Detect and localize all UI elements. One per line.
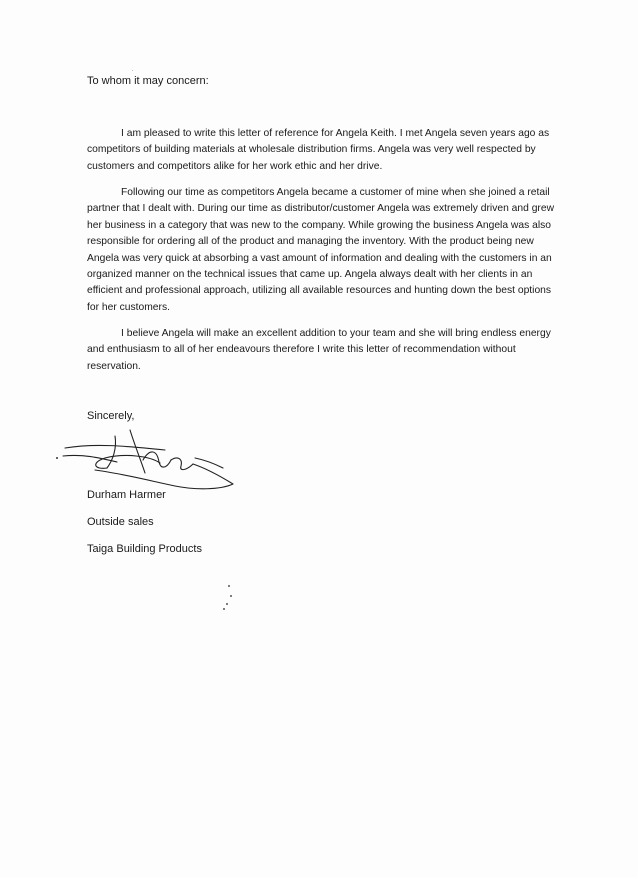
scan-speck xyxy=(223,608,225,610)
paragraph-experience xyxy=(87,185,555,316)
signer-title: Outside sales xyxy=(87,516,154,528)
scan-speck xyxy=(132,70,133,71)
scan-speck xyxy=(228,585,230,587)
paragraph-recommendation xyxy=(87,326,555,375)
paragraph-text: I believe Angela will make an excellent addition to your team and she will bring endless energy and enthusiasm to all of her endeavours therefore I write this letter of recommendation without reservation. xyxy=(87,328,551,372)
paragraph-introduction xyxy=(87,126,555,175)
signer-company: Taiga Building Products xyxy=(87,543,202,555)
salutation: To whom it may concern: xyxy=(87,75,209,87)
scan-speck xyxy=(230,595,232,597)
paragraph-text: I am pleased to write this letter of reference for Angela Keith. I met Angela seven years ago as competitors of building materials at wholesale distribution firms. Angela was very well respected by customers and competitors alike for her work ethic and her drive. xyxy=(87,128,550,172)
paragraph-text: Following our time as competitors Angela became a customer of mine when she joined a retail partner that I dealt with. During our time as distributor/customer Angela was extremely driven and grew her business in a category that was new to the company. While growing the business Angela was also responsible for ordering all of the product and managing the inventory. With the product being new Angela was very quick at absorbing a vast amount of information and dealing with the customers in an organized manner on the technical issues that came up. Angela always dealt with her clients in an efficient and professional approach, utilizing all available resources and hunting down the best options for her customers. xyxy=(87,187,555,313)
closing: Sincerely, xyxy=(87,410,135,422)
ink-dot xyxy=(56,457,58,459)
scan-speck xyxy=(226,603,228,605)
signer-name: Durham Harmer xyxy=(87,489,166,501)
